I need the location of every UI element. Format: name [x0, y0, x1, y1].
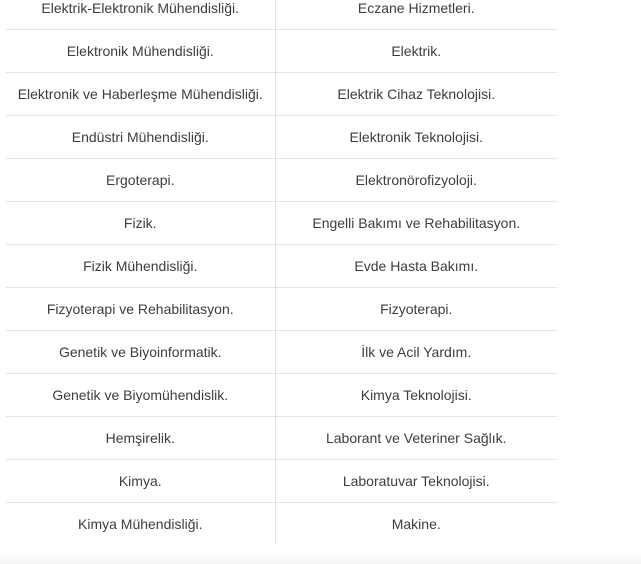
- table-cell-associate: Laborant ve Veteriner Sağlık.: [275, 417, 557, 460]
- table-row: [6, 159, 557, 202]
- table-cell-bachelor: Genetik ve Biyomühendislik.: [6, 374, 275, 417]
- table-cell-bachelor: Kimya.: [6, 460, 275, 503]
- table-row: [6, 288, 557, 331]
- table-cell-bachelor: Genetik ve Biyoinformatik.: [6, 331, 275, 374]
- table-cell-bachelor: Fizyoterapi ve Rehabilitasyon.: [6, 288, 275, 331]
- table-cell-associate: Kimya Teknolojisi.: [275, 374, 557, 417]
- table-cell-associate: Elektronörofizyoloji.: [275, 159, 557, 202]
- table-row: [6, 245, 557, 288]
- table-cell-associate: Eczane Hizmetleri.: [275, 0, 557, 30]
- table-cell-bachelor: Fizik.: [6, 202, 275, 245]
- table-cell-bachelor: Fizik Mühendisliği.: [6, 245, 275, 288]
- table-row: [6, 417, 557, 460]
- table-row: [6, 116, 557, 159]
- table-cell-bachelor: Endüstri Mühendisliği.: [6, 116, 275, 159]
- bottom-fade: [0, 554, 641, 564]
- table-cell-associate: Laboratuvar Teknolojisi.: [275, 460, 557, 503]
- table-row: [6, 331, 557, 374]
- table-cell-bachelor: Kimya Mühendisliği.: [6, 503, 275, 546]
- table-cell-bachelor: Hemşirelik.: [6, 417, 275, 460]
- table-cell-bachelor: Elektrik-Elektronik Mühendisliği.: [6, 0, 275, 30]
- table-row: [6, 503, 557, 546]
- table-cell-associate: Elektrik Cihaz Teknolojisi.: [275, 73, 557, 116]
- table-cell-bachelor: Elektronik Mühendisliği.: [6, 30, 275, 73]
- table-cell-associate: İlk ve Acil Yardım.: [275, 331, 557, 374]
- table-row: [6, 202, 557, 245]
- table-cell-associate: Elektronik Teknolojisi.: [275, 116, 557, 159]
- table-row: [6, 73, 557, 116]
- programs-table: [6, 0, 557, 545]
- table-cell-associate: Fizyoterapi.: [275, 288, 557, 331]
- table-cell-bachelor: Ergoterapi.: [6, 159, 275, 202]
- table-row: [6, 460, 557, 503]
- table-cell-bachelor: Elektronik ve Haberleşme Mühendisliği.: [6, 73, 275, 116]
- table-row: [6, 30, 557, 73]
- table-cell-associate: Engelli Bakımı ve Rehabilitasyon.: [275, 202, 557, 245]
- table-cell-associate: Elektrik.: [275, 30, 557, 73]
- table-row: [6, 0, 557, 30]
- table-cell-associate: Makine.: [391, 516, 441, 532]
- table-row: [6, 374, 557, 417]
- table-cell-associate: Evde Hasta Bakımı.: [275, 245, 557, 288]
